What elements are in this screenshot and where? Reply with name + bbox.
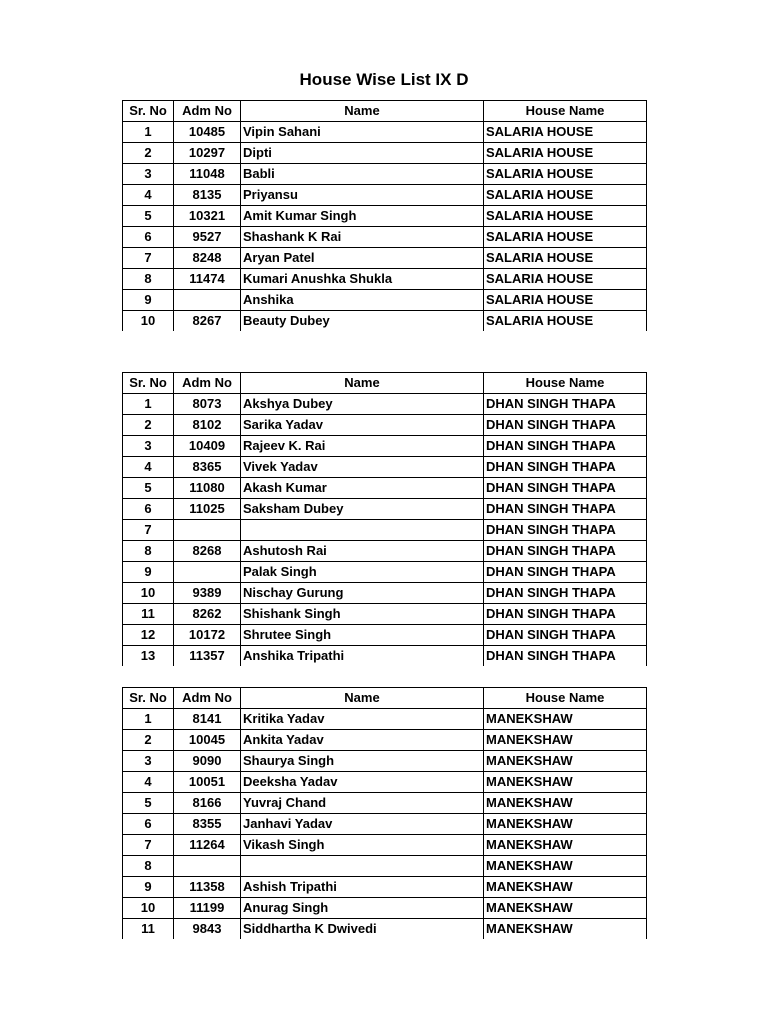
name-cell: Ashish Tripathi	[241, 877, 484, 898]
adm-no-cell: 10485	[174, 122, 241, 143]
house-name-cell: DHAN SINGH THAPA	[484, 415, 647, 436]
table-row	[123, 709, 647, 730]
sr-no-cell: 1	[123, 709, 174, 730]
table-row	[123, 877, 647, 898]
house-name-cell: DHAN SINGH THAPA	[484, 394, 647, 415]
table-row	[123, 248, 647, 269]
sr-no-cell: 1	[123, 394, 174, 415]
sr-no-cell: 4	[123, 457, 174, 478]
table-row	[123, 814, 647, 835]
sr-no-cell: 8	[123, 269, 174, 290]
name-cell: Nischay Gurung	[241, 583, 484, 604]
table-row	[123, 290, 647, 311]
name-cell: Kumari Anushka Shukla	[241, 269, 484, 290]
name-cell: Vivek Yadav	[241, 457, 484, 478]
house-name-cell: SALARIA HOUSE	[484, 122, 647, 143]
adm-no-cell: 8135	[174, 185, 241, 206]
table-row	[123, 541, 647, 562]
house-name-cell: SALARIA HOUSE	[484, 227, 647, 248]
name-cell: Sarika Yadav	[241, 415, 484, 436]
table-row	[123, 185, 647, 206]
table-header-row	[123, 101, 647, 122]
sr-no-cell: 3	[123, 436, 174, 457]
adm-no-cell	[174, 520, 241, 541]
house-name-cell: SALARIA HOUSE	[484, 185, 647, 206]
table-row	[123, 520, 647, 541]
sr-no-cell: 6	[123, 814, 174, 835]
table-row	[123, 499, 647, 520]
name-cell: Babli	[241, 164, 484, 185]
adm-no-cell: 8073	[174, 394, 241, 415]
sr-no-cell: 2	[123, 415, 174, 436]
name-cell: Shishank Singh	[241, 604, 484, 625]
table-row	[123, 730, 647, 751]
sr-no-header: Sr. No	[123, 373, 174, 394]
house-table-dhan-singh-thapa	[122, 372, 647, 666]
sr-no-cell: 7	[123, 835, 174, 856]
adm-no-cell: 8268	[174, 541, 241, 562]
table-row	[123, 206, 647, 227]
sr-no-cell: 4	[123, 185, 174, 206]
sr-no-cell: 13	[123, 646, 174, 667]
sr-no-cell: 5	[123, 206, 174, 227]
sr-no-cell: 2	[123, 143, 174, 164]
house-name-cell: DHAN SINGH THAPA	[484, 583, 647, 604]
name-cell: Yuvraj Chand	[241, 793, 484, 814]
table-row	[123, 562, 647, 583]
table-row	[123, 898, 647, 919]
house-name-cell: DHAN SINGH THAPA	[484, 646, 647, 667]
adm-no-cell	[174, 856, 241, 877]
table-row	[123, 478, 647, 499]
table-row	[123, 457, 647, 478]
name-header: Name	[241, 101, 484, 122]
name-cell: Akshya Dubey	[241, 394, 484, 415]
sr-no-cell: 3	[123, 751, 174, 772]
house-name-cell: MANEKSHAW	[484, 877, 647, 898]
house-name-cell: DHAN SINGH THAPA	[484, 604, 647, 625]
house-name-cell: MANEKSHAW	[484, 835, 647, 856]
sr-no-cell: 11	[123, 604, 174, 625]
house-name-cell: SALARIA HOUSE	[484, 269, 647, 290]
table-header-row	[123, 373, 647, 394]
house-name-cell: MANEKSHAW	[484, 730, 647, 751]
sr-no-cell: 10	[123, 898, 174, 919]
house-name-cell: SALARIA HOUSE	[484, 164, 647, 185]
house-name-cell: DHAN SINGH THAPA	[484, 457, 647, 478]
sr-no-cell: 6	[123, 227, 174, 248]
house-name-cell: MANEKSHAW	[484, 814, 647, 835]
table-row	[123, 625, 647, 646]
adm-no-cell: 11264	[174, 835, 241, 856]
sr-no-cell: 6	[123, 499, 174, 520]
name-cell: Dipti	[241, 143, 484, 164]
sr-no-cell: 5	[123, 793, 174, 814]
adm-no-cell: 8248	[174, 248, 241, 269]
house-name-cell: SALARIA HOUSE	[484, 143, 647, 164]
house-name-cell: MANEKSHAW	[484, 856, 647, 877]
adm-no-cell: 8262	[174, 604, 241, 625]
house-name-cell: DHAN SINGH THAPA	[484, 499, 647, 520]
table-row	[123, 269, 647, 290]
sr-no-cell: 7	[123, 248, 174, 269]
table-row	[123, 919, 647, 940]
sr-no-cell: 11	[123, 919, 174, 940]
table-row	[123, 646, 647, 667]
name-cell: Aryan Patel	[241, 248, 484, 269]
table-row	[123, 311, 647, 332]
name-cell: Saksham Dubey	[241, 499, 484, 520]
adm-no-cell: 11048	[174, 164, 241, 185]
name-cell: Shrutee Singh	[241, 625, 484, 646]
sr-no-cell: 7	[123, 520, 174, 541]
sr-no-cell: 4	[123, 772, 174, 793]
name-cell: Anshika Tripathi	[241, 646, 484, 667]
adm-no-cell: 11199	[174, 898, 241, 919]
sr-no-cell: 3	[123, 164, 174, 185]
name-header: Name	[241, 373, 484, 394]
adm-no-cell: 11474	[174, 269, 241, 290]
house-name-cell: MANEKSHAW	[484, 709, 647, 730]
adm-no-cell: 11080	[174, 478, 241, 499]
name-cell: Ashutosh Rai	[241, 541, 484, 562]
name-cell	[241, 520, 484, 541]
adm-no-cell: 8355	[174, 814, 241, 835]
house-name-cell: MANEKSHAW	[484, 898, 647, 919]
sr-no-cell: 8	[123, 541, 174, 562]
house-name-cell: MANEKSHAW	[484, 772, 647, 793]
adm-no-cell: 11357	[174, 646, 241, 667]
table-row	[123, 772, 647, 793]
table-row	[123, 583, 647, 604]
table-row	[123, 436, 647, 457]
name-cell: Priyansu	[241, 185, 484, 206]
house-name-header: House Name	[484, 688, 647, 709]
table-row	[123, 143, 647, 164]
table-row	[123, 856, 647, 877]
name-cell: Deeksha Yadav	[241, 772, 484, 793]
table-row	[123, 394, 647, 415]
name-cell: Shaurya Singh	[241, 751, 484, 772]
sr-no-header: Sr. No	[123, 688, 174, 709]
sr-no-cell: 5	[123, 478, 174, 499]
name-cell: Kritika Yadav	[241, 709, 484, 730]
adm-no-cell: 10321	[174, 206, 241, 227]
adm-no-cell: 9843	[174, 919, 241, 940]
name-header: Name	[241, 688, 484, 709]
name-cell: Beauty Dubey	[241, 311, 484, 332]
table-row	[123, 604, 647, 625]
sr-no-cell: 12	[123, 625, 174, 646]
house-name-cell: DHAN SINGH THAPA	[484, 625, 647, 646]
house-name-cell: SALARIA HOUSE	[484, 311, 647, 332]
adm-no-cell: 8102	[174, 415, 241, 436]
name-cell: Siddhartha K Dwivedi	[241, 919, 484, 940]
adm-no-cell: 8267	[174, 311, 241, 332]
adm-no-cell: 8166	[174, 793, 241, 814]
name-cell: Rajeev K. Rai	[241, 436, 484, 457]
table-row	[123, 164, 647, 185]
house-name-header: House Name	[484, 373, 647, 394]
adm-no-cell: 10045	[174, 730, 241, 751]
adm-no-cell: 8141	[174, 709, 241, 730]
adm-no-header: Adm No	[174, 373, 241, 394]
adm-no-cell: 9527	[174, 227, 241, 248]
adm-no-cell: 10297	[174, 143, 241, 164]
house-name-cell: SALARIA HOUSE	[484, 206, 647, 227]
page-title: House Wise List IX D	[299, 70, 469, 89]
name-cell: Ankita Yadav	[241, 730, 484, 751]
adm-no-cell: 11025	[174, 499, 241, 520]
house-name-cell: SALARIA HOUSE	[484, 290, 647, 311]
house-name-cell: DHAN SINGH THAPA	[484, 520, 647, 541]
name-cell: Shashank K Rai	[241, 227, 484, 248]
adm-no-cell: 10172	[174, 625, 241, 646]
sr-no-cell: 9	[123, 290, 174, 311]
adm-no-header: Adm No	[174, 101, 241, 122]
name-cell: Vikash Singh	[241, 835, 484, 856]
sr-no-cell: 9	[123, 562, 174, 583]
adm-no-cell: 9090	[174, 751, 241, 772]
sr-no-cell: 9	[123, 877, 174, 898]
adm-no-cell: 8365	[174, 457, 241, 478]
adm-no-cell	[174, 562, 241, 583]
name-cell: Palak Singh	[241, 562, 484, 583]
sr-no-header: Sr. No	[123, 101, 174, 122]
table-row	[123, 227, 647, 248]
house-name-header: House Name	[484, 101, 647, 122]
name-cell: Amit Kumar Singh	[241, 206, 484, 227]
house-name-cell: DHAN SINGH THAPA	[484, 436, 647, 457]
house-name-cell: DHAN SINGH THAPA	[484, 562, 647, 583]
house-name-cell: DHAN SINGH THAPA	[484, 478, 647, 499]
sr-no-cell: 8	[123, 856, 174, 877]
name-cell: Anshika	[241, 290, 484, 311]
house-table-manekshaw	[122, 687, 647, 939]
name-cell: Janhavi Yadav	[241, 814, 484, 835]
name-cell: Anurag Singh	[241, 898, 484, 919]
sr-no-cell: 10	[123, 583, 174, 604]
table-header-row	[123, 688, 647, 709]
adm-no-cell	[174, 290, 241, 311]
house-name-cell: SALARIA HOUSE	[484, 248, 647, 269]
house-table-salaria	[122, 100, 647, 331]
name-cell: Vipin Sahani	[241, 122, 484, 143]
table-row	[123, 122, 647, 143]
sr-no-cell: 1	[123, 122, 174, 143]
adm-no-cell: 9389	[174, 583, 241, 604]
table-row	[123, 415, 647, 436]
house-name-cell: MANEKSHAW	[484, 919, 647, 940]
name-cell	[241, 856, 484, 877]
sr-no-cell: 10	[123, 311, 174, 332]
table-row	[123, 751, 647, 772]
name-cell: Akash Kumar	[241, 478, 484, 499]
table-row	[123, 793, 647, 814]
adm-no-cell: 10409	[174, 436, 241, 457]
house-name-cell: MANEKSHAW	[484, 793, 647, 814]
adm-no-header: Adm No	[174, 688, 241, 709]
table-row	[123, 835, 647, 856]
adm-no-cell: 10051	[174, 772, 241, 793]
adm-no-cell: 11358	[174, 877, 241, 898]
house-name-cell: DHAN SINGH THAPA	[484, 541, 647, 562]
house-name-cell: MANEKSHAW	[484, 751, 647, 772]
sr-no-cell: 2	[123, 730, 174, 751]
